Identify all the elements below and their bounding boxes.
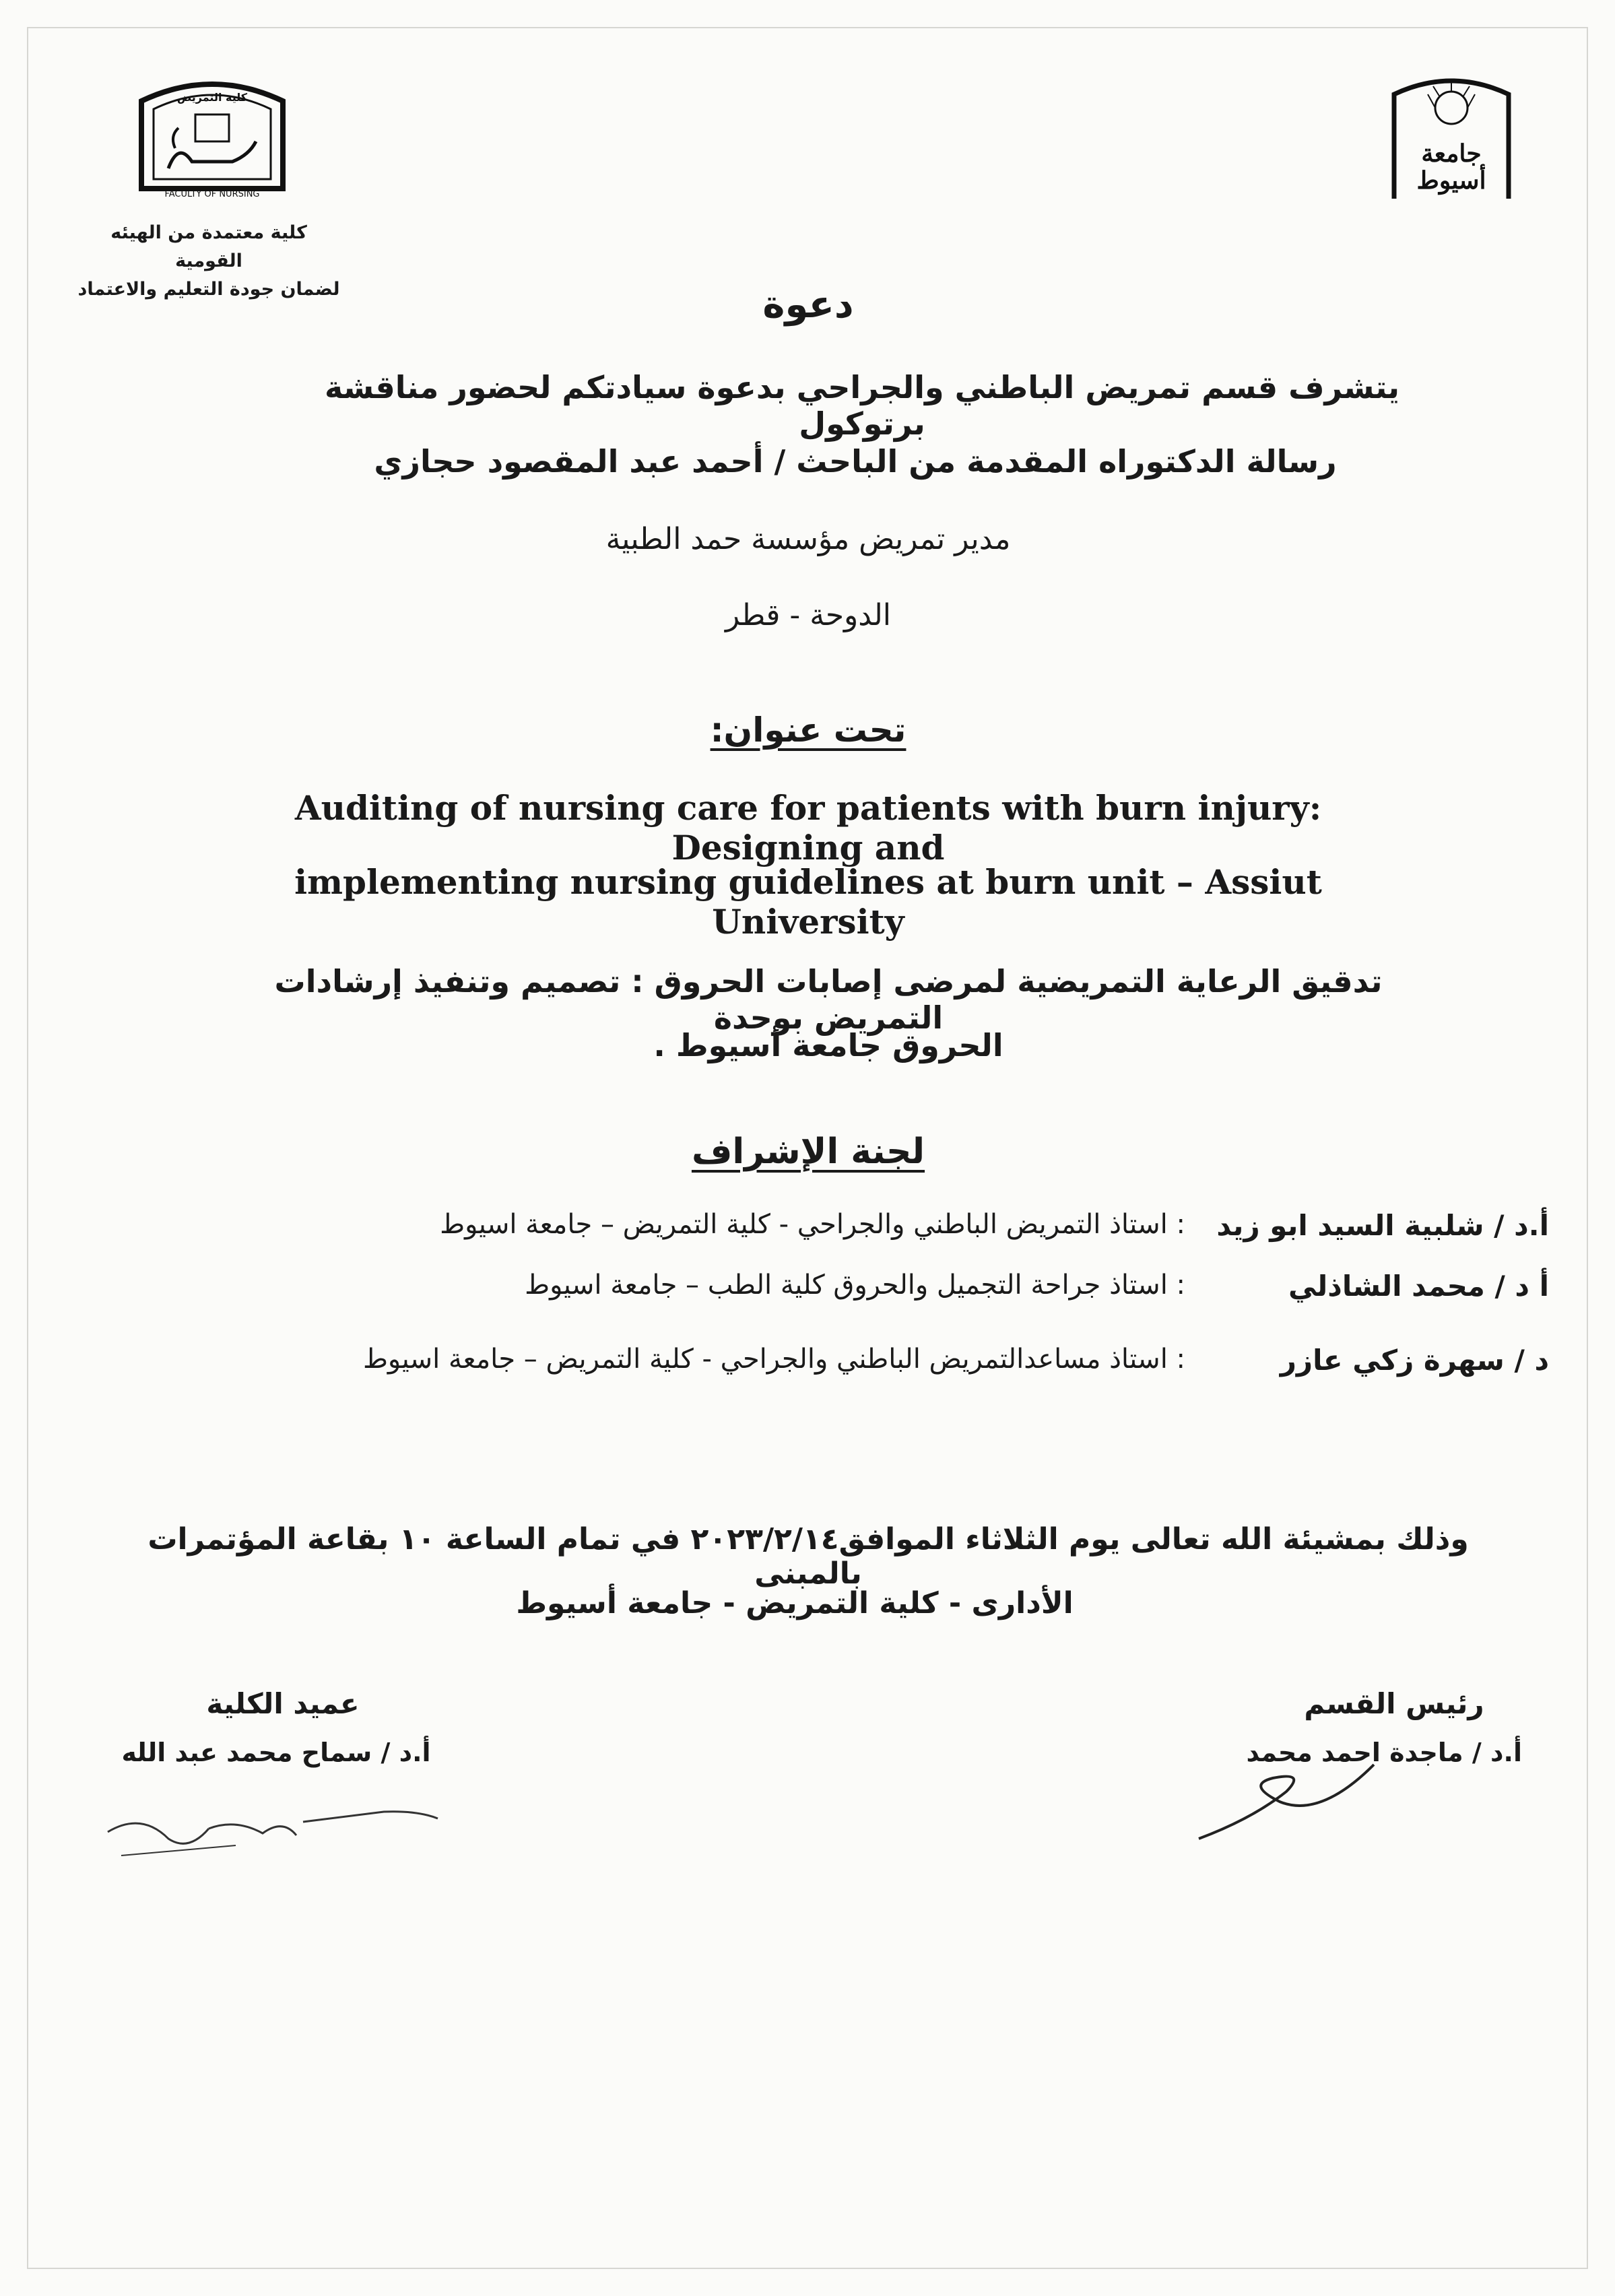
logo-bottom-text: FACULTY OF NURSING [164, 189, 260, 199]
logo-caption-line1: كلية معتمدة من الهيئه القومية [110, 222, 307, 271]
committee-member-name: أ د / محمد الشاذلي [1288, 1270, 1549, 1303]
department-head-title: رئيس القسم [1304, 1687, 1484, 1720]
department-head-signature [1172, 1738, 1387, 1852]
logo-right-line1: جامعة [1421, 139, 1482, 168]
committee-member-name: أ.د / شلبية السيد ابو زيد [1216, 1209, 1549, 1242]
researcher-position: مدير تمريض مؤسسة حمد الطبية [605, 522, 1011, 556]
thesis-title-ar-line2: الحروق جامعة أسيوط . [653, 1027, 1003, 1063]
assiut-university-logo [1374, 67, 1529, 202]
invitation-line-2: رسالة الدكتوراه المقدمة من الباحث / أحمد عبد المقصود حجازي [374, 443, 1337, 480]
committee-member-name: د / سهرة زكي عازر [1280, 1344, 1549, 1377]
committee-member-desc: : استاذ التمريض الباطني والجراحي - كلية التمريض – جامعة اسيوط [440, 1209, 1185, 1240]
invitation-line-1: يتشرف قسم تمريض الباطني والجراحي بدعوة سيادتكم لحضور مناقشة برتوكول [324, 369, 1400, 442]
logo-caption-line2: لضمان جودة التعليم والاعتماد [77, 279, 340, 300]
event-details-line1: وذلك بمشيئة الله تعالى يوم الثلاثاء الموافق٢٠٢٣/٢/١٤ في تمام الساعة ١٠ بقاعة المؤتمرات بالمبنى [147, 1522, 1469, 1591]
dean-title: عميد الكلية [206, 1687, 360, 1720]
department-head-name: أ.د / ماجدة احمد محمد [1246, 1738, 1522, 1767]
logo-arc-text: كلية التمريض [176, 91, 248, 104]
dean-signature [101, 1792, 451, 1866]
researcher-location: الدوحة - قطر [725, 598, 892, 632]
invitation-title: دعوة [762, 283, 854, 327]
committee-member-desc: : استاذ جراحة التجميل والحروق كلية الطب – جامعة اسيوط [525, 1270, 1185, 1301]
thesis-title-en-line1: Auditing of nursing care for patients with burn injury: Designing and [294, 788, 1322, 867]
committee-heading-text: لجنة الإشراف [691, 1131, 925, 1172]
dean-name: أ.د / سماح محمد عبد الله [121, 1738, 431, 1767]
thesis-title-en-line2: implementing nursing guidelines at burn unit – Assiut University [294, 862, 1322, 942]
thesis-title-ar-line1: تدقيق الرعاية التمريضية لمرضى إصابات الحروق : تصميم وتنفيذ إرشادات التمريض بوحدة [274, 963, 1383, 1036]
event-details-line2: الأدارى - كلية التمريض - جامعة أسيوط [516, 1586, 1074, 1620]
logo-right-line2: أسيوط [1416, 166, 1486, 195]
committee-heading [606, 1131, 1010, 1172]
committee-member-desc: : استاذ مساعدالتمريض الباطني والجراحي - كلية التمريض – جامعة اسيوط [362, 1344, 1185, 1375]
thesis-heading [606, 711, 1010, 750]
thesis-heading-text: تحت عنوان: [710, 711, 907, 750]
faculty-of-nursing-logo [128, 74, 296, 202]
logo-caption [74, 219, 343, 304]
